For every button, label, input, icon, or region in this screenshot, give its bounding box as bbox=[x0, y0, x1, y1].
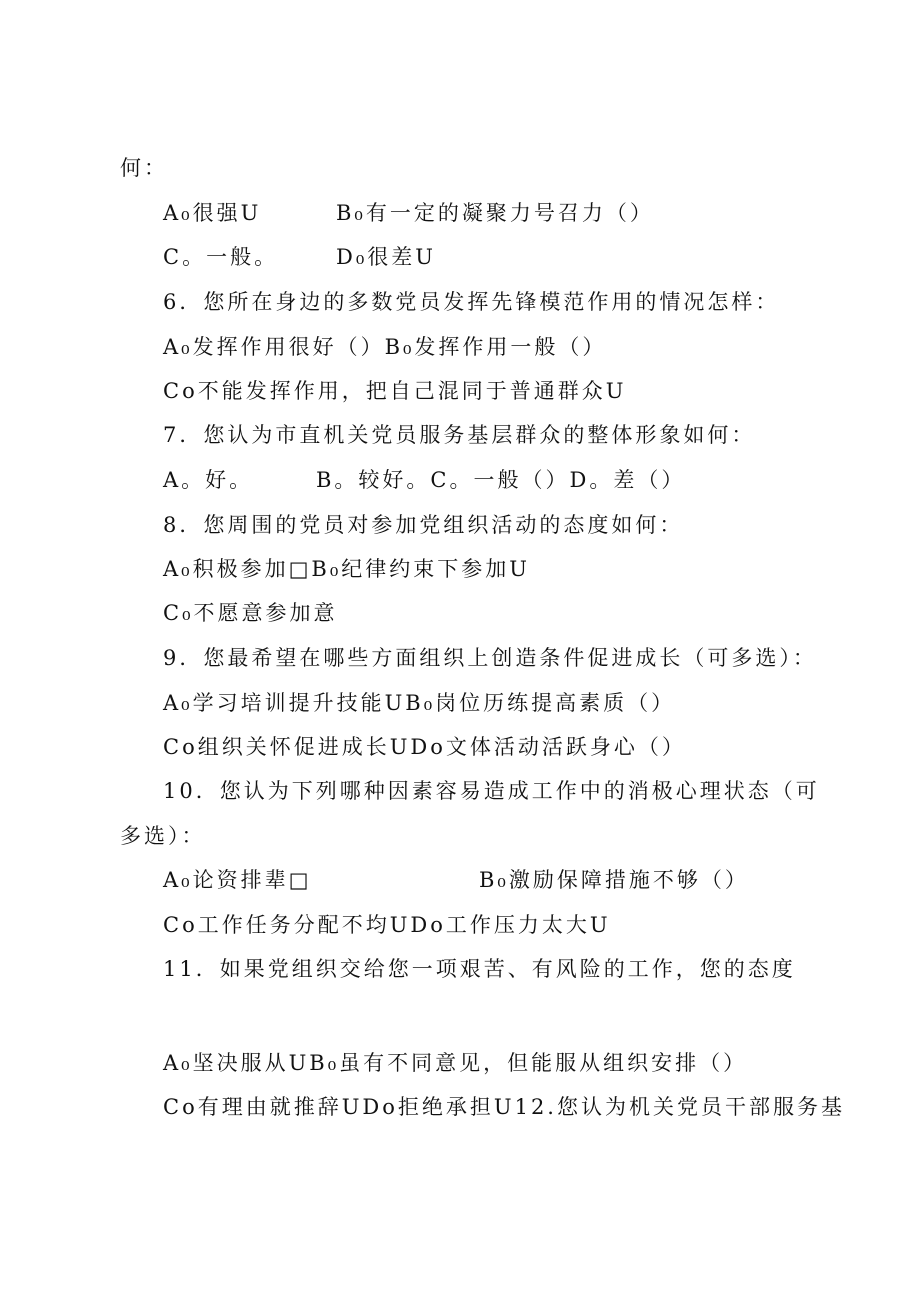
q8-option-c: C₀不愿意参加意 bbox=[163, 601, 338, 625]
q5-option-c: C。一般。 bbox=[163, 245, 279, 269]
q5-option-d: D₀很差U bbox=[336, 245, 436, 269]
q5-option-b: B₀有一定的凝聚力号召力（） bbox=[336, 201, 654, 225]
q11-options-ab: A₀坚决服从UB₀虽有不同意见，但能服从组织安排（） bbox=[163, 1051, 748, 1075]
question-7: 7．您认为市直机关党员服务基层群众的整体形象如何： bbox=[163, 423, 756, 447]
question-9: 9．您最希望在哪些方面组织上创造条件促进成长（可多选）： bbox=[163, 646, 817, 670]
q6-option-c: Co不能发挥作用，把自己混同于普通群众U bbox=[163, 379, 627, 403]
q5-option-a: A₀很强U bbox=[163, 201, 262, 225]
q7-options-bcd: B。较好。C。一般（）D。差（） bbox=[316, 468, 686, 492]
question-6: 6．您所在身边的多数党员发挥先锋模范作用的情况怎样： bbox=[163, 290, 780, 314]
text-line-continuation: 何： bbox=[120, 156, 168, 180]
q8-options-ab: A₀积极参加□B₀纪律约束下参加U bbox=[163, 557, 530, 581]
q10-option-a: A₀论资排辈□ bbox=[163, 868, 312, 892]
q10-option-b: B₀激励保障措施不够（） bbox=[479, 868, 749, 892]
q10-options-cd: Co工作任务分配不均UDo工作压力太大U bbox=[163, 913, 611, 937]
q9-options-ab: A₀学习培训提升技能UB₀岗位历练提高素质（） bbox=[163, 691, 676, 715]
question-11: 11．如果党组织交给您一项艰苦、有风险的工作，您的态度 bbox=[163, 957, 796, 981]
q6-options-ab: A₀发挥作用很好（）B₀发挥作用一般（） bbox=[163, 335, 607, 359]
question-8: 8．您周围的党员对参加党组织活动的态度如何： bbox=[163, 513, 684, 537]
question-10: 10．您认为下列哪种因素容易造成工作中的消极心理状态（可 bbox=[163, 779, 820, 803]
q7-option-a: A。好。 bbox=[163, 468, 254, 492]
q9-options-cd: Co组织关怀促进成长UDo文体活动活跃身心（） bbox=[163, 735, 686, 759]
q11-options-cd-and-question-12: Co有理由就推辞UDo拒绝承担U12.您认为机关党员干部服务基 bbox=[163, 1095, 845, 1119]
question-10-continuation: 多选）： bbox=[120, 824, 206, 848]
